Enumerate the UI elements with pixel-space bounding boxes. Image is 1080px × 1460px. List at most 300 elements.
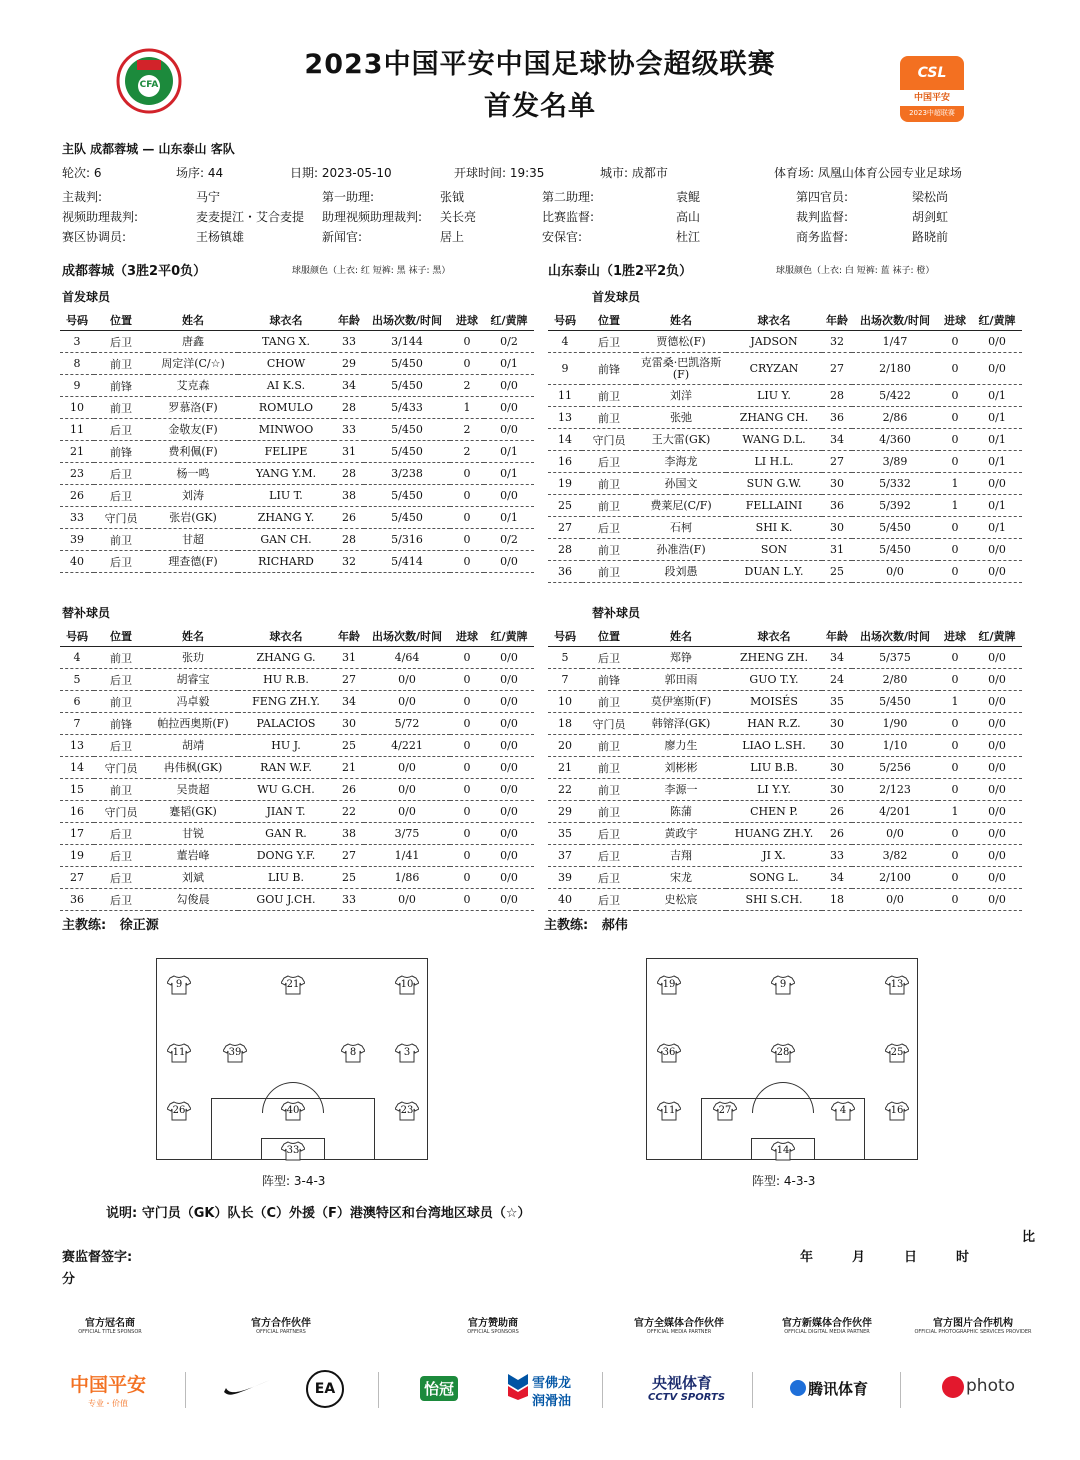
table-cell: 0/0 [364, 691, 450, 713]
table-cell: 0/0 [484, 375, 534, 397]
column-header: 位置 [582, 310, 636, 331]
table-cell: 0/0 [484, 801, 534, 823]
table-cell: PALACIOS [238, 713, 334, 735]
table-cell: 0 [450, 713, 484, 735]
table-row [60, 713, 534, 735]
pingan-logo-sub: 专业・价值 [88, 1399, 128, 1408]
table-cell: 2/80 [852, 669, 938, 691]
table-cell: 刘洋 [636, 385, 726, 407]
stadium: 体育场: 凤凰山体育公园专业足球场 [774, 166, 962, 180]
table-cell: 0 [450, 331, 484, 353]
table-row [60, 735, 534, 757]
table-cell: 后卫 [94, 331, 148, 353]
cctv-sports-sub: CCTV SPORTS [648, 1392, 726, 1403]
player-shirt [885, 1101, 909, 1121]
player-shirt [771, 1043, 795, 1063]
table-cell: 5/450 [364, 375, 450, 397]
table-cell: 郑铮 [636, 647, 726, 669]
table-row [60, 757, 534, 779]
away-kit-colors: 球服颜色（上衣: 白 短裤: 蓝 袜子: 橙） [776, 266, 935, 276]
table-cell: 21 [60, 441, 94, 463]
table-cell: 29 [548, 801, 582, 823]
table-cell: CHEN P. [726, 801, 822, 823]
date-year-label: 年 [800, 1250, 814, 1265]
table-row [60, 375, 534, 397]
table-cell: 28 [334, 397, 364, 419]
table-cell: WANG D.L. [726, 429, 822, 451]
table-cell: 杨一鸣 [148, 463, 238, 485]
column-header: 位置 [94, 310, 148, 331]
table-row [548, 889, 1022, 911]
table-cell: 0/0 [852, 823, 938, 845]
cfa-logo [116, 48, 182, 114]
table-cell: 守门员 [94, 757, 148, 779]
table-cell: 0/0 [364, 779, 450, 801]
table-cell: 19 [548, 473, 582, 495]
table-cell: 22 [548, 779, 582, 801]
table-cell: 39 [60, 529, 94, 551]
home-kit-colors: 球服颜色（上衣: 红 短裤: 黑 袜子: 黑） [292, 266, 451, 276]
table-row [548, 331, 1022, 353]
date-day-label: 日 [904, 1250, 918, 1265]
sponsor-category-english: OFFICIAL MEDIA PARTNER [646, 1329, 712, 1335]
table-cell: 黄政宇 [636, 823, 726, 845]
official-name: 张钺 [440, 190, 465, 204]
table-row [548, 845, 1022, 867]
table-cell: 前锋 [94, 375, 148, 397]
table-cell: 0/0 [484, 867, 534, 889]
table-cell: 27 [822, 353, 852, 385]
player-shirt [657, 1043, 681, 1063]
table-cell: 26 [822, 801, 852, 823]
shirt-number: 13 [890, 979, 904, 990]
shirt-number: 14 [776, 1145, 790, 1156]
table-cell: 0/0 [852, 889, 938, 911]
table-cell: 0/0 [484, 889, 534, 911]
table-cell: 0/0 [972, 473, 1022, 495]
table-cell: 费利佩(F) [148, 441, 238, 463]
table-cell: 张玏 [148, 647, 238, 669]
table-cell: 前卫 [582, 561, 636, 583]
table-row [60, 529, 534, 551]
table-cell: DUAN L.Y. [726, 561, 822, 583]
table-cell: 38 [334, 485, 364, 507]
column-header: 号码 [60, 626, 94, 647]
table-cell: 胡靖 [148, 735, 238, 757]
table-cell: 冉伟枫(GK) [148, 757, 238, 779]
table-row [548, 561, 1022, 583]
player-shirt [167, 1043, 191, 1063]
match-number: 场序: 44 [176, 166, 224, 180]
column-header: 球衣名 [726, 310, 822, 331]
player-shirt [771, 975, 795, 995]
table-row [60, 463, 534, 485]
table-cell: 0/0 [972, 757, 1022, 779]
table-cell: 5/316 [364, 529, 450, 551]
table-cell: 0/2 [484, 529, 534, 551]
table-cell: 前卫 [94, 353, 148, 375]
table-cell: 1 [938, 691, 972, 713]
table-cell: 1/47 [852, 331, 938, 353]
home-starters-title: 首发球员 [62, 290, 111, 304]
table-row [548, 801, 1022, 823]
table-cell: 0/0 [484, 419, 534, 441]
table-cell: 0 [450, 823, 484, 845]
shirt-number: 8 [349, 1047, 357, 1058]
shirt-number: 39 [228, 1047, 242, 1058]
table-cell: 0 [938, 735, 972, 757]
player-shirt [341, 1043, 365, 1063]
table-row [548, 473, 1022, 495]
table-cell: 35 [548, 823, 582, 845]
legend-note: 说明: 守门员（GK）队长（C）外援（F）港澳特区和台湾地区球员（☆） [106, 1206, 531, 1221]
table-cell: 0 [450, 735, 484, 757]
table-cell: 37 [548, 845, 582, 867]
table-cell: 13 [548, 407, 582, 429]
table-row [60, 397, 534, 419]
table-cell: 30 [822, 735, 852, 757]
player-shirt [395, 1101, 419, 1121]
table-cell: 3 [60, 331, 94, 353]
table-header-row [60, 626, 534, 647]
teams-line: 主队 成都蓉城 — 山东泰山 客队 [62, 142, 235, 156]
table-cell: 35 [822, 691, 852, 713]
column-header: 号码 [548, 310, 582, 331]
table-row [548, 429, 1022, 451]
table-cell: 34 [822, 647, 852, 669]
table-cell: MOISÉS [726, 691, 822, 713]
table-cell: 甘锐 [148, 823, 238, 845]
table-cell: 理查德(F) [148, 551, 238, 573]
table-cell: 9 [548, 353, 582, 385]
table-cell: 30 [334, 713, 364, 735]
table-header-row [548, 310, 1022, 331]
player-shirt [771, 1141, 795, 1161]
table-cell: 3/238 [364, 463, 450, 485]
table-cell: 0/0 [484, 735, 534, 757]
table-cell: 4 [60, 647, 94, 669]
player-shirt [657, 1101, 681, 1121]
table-cell: 后卫 [94, 867, 148, 889]
table-cell: LIU B.B. [726, 757, 822, 779]
table-cell: 艾克森 [148, 375, 238, 397]
column-header: 年龄 [334, 626, 364, 647]
table-cell: 5 [548, 647, 582, 669]
table-cell: 36 [548, 561, 582, 583]
table-cell: 11 [60, 419, 94, 441]
table-cell: LIU T. [238, 485, 334, 507]
table-cell: 5/450 [364, 485, 450, 507]
player-shirt [167, 1101, 191, 1121]
official-name: 梁松尚 [912, 190, 949, 204]
column-header: 红/黄牌 [484, 310, 534, 331]
table-cell: 9 [60, 375, 94, 397]
table-cell: 前卫 [582, 757, 636, 779]
table-cell: 4/360 [852, 429, 938, 451]
official-label: 赛区协调员: [62, 230, 127, 244]
table-row [60, 801, 534, 823]
player-shirt [167, 975, 191, 995]
table-cell: 0 [450, 353, 484, 375]
table-cell: 0/0 [972, 669, 1022, 691]
table-cell: 3/89 [852, 451, 938, 473]
table-cell: 25 [548, 495, 582, 517]
home-subs-table [60, 626, 534, 911]
table-cell: LIU Y. [726, 385, 822, 407]
away-starters-title: 首发球员 [592, 290, 641, 304]
table-cell: 14 [548, 429, 582, 451]
table-cell: HU J. [238, 735, 334, 757]
table-cell: 前卫 [582, 407, 636, 429]
sponsor-category-label: 官方新媒体合作伙伴 [782, 1318, 872, 1329]
table-cell: 后卫 [94, 735, 148, 757]
away-starters-table [548, 310, 1022, 583]
table-cell: JI X. [726, 845, 822, 867]
table-cell: 34 [334, 691, 364, 713]
sponsor-category-label: 官方图片合作机构 [933, 1318, 1013, 1329]
table-row [548, 451, 1022, 473]
sponsor-category-english: OFFICIAL SPONSORS [467, 1329, 519, 1335]
table-cell: 0 [938, 517, 972, 539]
footer-bi: 比 [1022, 1230, 1036, 1245]
table-cell: HAN R.Z. [726, 713, 822, 735]
date-month-label: 月 [852, 1250, 866, 1265]
official-name: 杜江 [676, 230, 701, 244]
table-cell: 31 [334, 441, 364, 463]
table-row [60, 779, 534, 801]
table-cell: 0 [450, 779, 484, 801]
table-cell: 0/1 [484, 463, 534, 485]
sponsor-category [206, 1314, 356, 1335]
kickoff-time: 开球时间: 19:35 [454, 166, 545, 180]
table-row [548, 517, 1022, 539]
table-cell: 0/2 [484, 331, 534, 353]
table-cell: HUANG ZH.Y. [726, 823, 822, 845]
table-cell: 0 [938, 451, 972, 473]
match-date: 日期: 2023-05-10 [290, 166, 392, 180]
table-cell: 6 [60, 691, 94, 713]
column-header: 号码 [548, 626, 582, 647]
table-cell: 后卫 [582, 331, 636, 353]
table-cell: 金敬友(F) [148, 419, 238, 441]
table-cell: 32 [822, 331, 852, 353]
column-header: 年龄 [822, 626, 852, 647]
table-cell: 38 [334, 823, 364, 845]
table-cell: 32 [334, 551, 364, 573]
table-cell: 孙国文 [636, 473, 726, 495]
shirt-number: 25 [890, 1047, 904, 1058]
table-cell: SON [726, 539, 822, 561]
table-cell: 10 [548, 691, 582, 713]
table-cell: 0 [938, 561, 972, 583]
table-cell: 0 [938, 539, 972, 561]
table-cell: 蹇韬(GK) [148, 801, 238, 823]
table-cell: 5/450 [852, 517, 938, 539]
table-cell: 0/0 [364, 889, 450, 911]
sponsor-category-label: 官方全媒体合作伙伴 [634, 1318, 724, 1329]
table-cell: 0/0 [972, 845, 1022, 867]
table-cell: TANG X. [238, 331, 334, 353]
table-cell: 李源一 [636, 779, 726, 801]
table-row [60, 823, 534, 845]
table-cell: 0/0 [484, 551, 534, 573]
table-cell: 5/72 [364, 713, 450, 735]
column-header: 位置 [94, 626, 148, 647]
table-cell: 40 [60, 551, 94, 573]
table-cell: 贾德松(F) [636, 331, 726, 353]
table-cell: 0/0 [484, 647, 534, 669]
table-row [548, 779, 1022, 801]
official-label: 商务监督: [796, 230, 849, 244]
table-cell: 0 [450, 669, 484, 691]
table-cell: 0/0 [484, 397, 534, 419]
table-cell: 0 [938, 713, 972, 735]
table-cell: SHI K. [726, 517, 822, 539]
table-cell: 5/450 [364, 419, 450, 441]
table-cell: 31 [334, 647, 364, 669]
table-cell: 14 [60, 757, 94, 779]
table-cell: 前锋 [94, 713, 148, 735]
table-cell: 15 [60, 779, 94, 801]
table-cell: YANG Y.M. [238, 463, 334, 485]
table-cell: 40 [548, 889, 582, 911]
table-cell: 守门员 [582, 713, 636, 735]
table-cell: 孙准浩(F) [636, 539, 726, 561]
table-cell: ROMULO [238, 397, 334, 419]
table-cell: 13 [60, 735, 94, 757]
table-cell: 36 [822, 495, 852, 517]
table-cell: 史松宸 [636, 889, 726, 911]
table-cell: 克雷桑·巴凯洛斯(F) [636, 353, 726, 385]
table-cell: 0/1 [484, 353, 534, 375]
table-cell: 0 [450, 485, 484, 507]
home-coach [62, 914, 159, 933]
table-cell: 0/0 [484, 485, 534, 507]
table-cell: 0/0 [972, 691, 1022, 713]
table-cell: GUO T.Y. [726, 669, 822, 691]
table-cell: 前卫 [94, 397, 148, 419]
player-shirt [395, 975, 419, 995]
table-cell: 0/0 [364, 801, 450, 823]
table-cell: 22 [334, 801, 364, 823]
official-name: 马宁 [196, 190, 221, 204]
table-cell: 周定洋(C/☆) [148, 353, 238, 375]
table-cell: 0 [450, 845, 484, 867]
table-cell: 0 [938, 407, 972, 429]
table-cell: 陈蒲 [636, 801, 726, 823]
shirt-number: 11 [662, 1105, 676, 1116]
official-name: 关长亮 [440, 210, 477, 224]
table-cell: 0 [450, 867, 484, 889]
table-cell: 0 [938, 779, 972, 801]
table-cell: 0/0 [484, 691, 534, 713]
column-header: 年龄 [822, 310, 852, 331]
table-cell: 0 [450, 801, 484, 823]
home-coach-label: 主教练: [62, 918, 107, 933]
table-row [548, 735, 1022, 757]
table-cell: 8 [60, 353, 94, 375]
table-cell: 39 [548, 867, 582, 889]
table-cell: 33 [334, 419, 364, 441]
table-cell: 韩镕泽(GK) [636, 713, 726, 735]
table-cell: 0 [450, 647, 484, 669]
table-cell: 0 [938, 669, 972, 691]
table-cell: 前锋 [94, 441, 148, 463]
table-cell: 前锋 [582, 353, 636, 385]
table-cell: 0/0 [484, 845, 534, 867]
table-cell: 1/86 [364, 867, 450, 889]
table-cell: 莫伊塞斯(F) [636, 691, 726, 713]
table-cell: 费莱尼(C/F) [636, 495, 726, 517]
table-cell: 33 [334, 331, 364, 353]
official-label: 助理视频助理裁判: [322, 210, 423, 224]
table-cell: 5/433 [364, 397, 450, 419]
table-cell: 21 [548, 757, 582, 779]
table-cell: 2/180 [852, 353, 938, 385]
table-cell: 后卫 [94, 419, 148, 441]
away-formation-pitch [646, 958, 918, 1160]
sponsor-category-english: OFFICIAL PARTNERS [256, 1329, 306, 1335]
table-cell: 26 [334, 507, 364, 529]
table-cell: 0/1 [484, 507, 534, 529]
table-row [548, 823, 1022, 845]
column-header: 出场次数/时间 [852, 310, 938, 331]
table-cell: 18 [822, 889, 852, 911]
table-row [60, 485, 534, 507]
sponsor-category-english: OFFICIAL DIGITAL MEDIA PARTNER [784, 1329, 870, 1335]
table-cell: 5/256 [852, 757, 938, 779]
nike-swoosh-icon [222, 1378, 272, 1401]
table-cell: 刘斌 [148, 867, 238, 889]
table-cell: 0 [450, 463, 484, 485]
table-cell: ZHANG G. [238, 647, 334, 669]
table-cell: 1 [450, 397, 484, 419]
table-cell: 5/332 [852, 473, 938, 495]
column-header: 红/黄牌 [972, 310, 1022, 331]
table-cell: 28 [548, 539, 582, 561]
table-cell: SUN G.W. [726, 473, 822, 495]
sponsor-category [898, 1314, 1048, 1335]
player-shirt [713, 1101, 737, 1121]
column-header: 球衣名 [238, 626, 334, 647]
table-cell: 30 [822, 517, 852, 539]
table-cell: HU R.B. [238, 669, 334, 691]
table-cell: LI Y.Y. [726, 779, 822, 801]
table-cell: 前卫 [582, 539, 636, 561]
official-name: 袁鲲 [676, 190, 701, 204]
table-cell: 27 [548, 517, 582, 539]
table-cell: RICHARD [238, 551, 334, 573]
column-header: 姓名 [148, 310, 238, 331]
table-header-row [60, 310, 534, 331]
table-cell: 0/1 [972, 451, 1022, 473]
table-cell: 2/100 [852, 867, 938, 889]
table-row [60, 889, 534, 911]
table-cell: 19 [60, 845, 94, 867]
table-cell: 胡睿宝 [148, 669, 238, 691]
official-name: 居上 [440, 230, 465, 244]
table-cell: 0 [938, 845, 972, 867]
table-cell: JADSON [726, 331, 822, 353]
table-cell: 0/0 [364, 669, 450, 691]
table-row [60, 353, 534, 375]
title-line2: 首发名单 [484, 91, 596, 122]
table-cell: 0 [938, 757, 972, 779]
table-row [60, 691, 534, 713]
table-cell: 前卫 [94, 691, 148, 713]
table-cell: 段刘愚 [636, 561, 726, 583]
home-team-record: 成都蓉城（3胜2平0负） [62, 264, 207, 279]
